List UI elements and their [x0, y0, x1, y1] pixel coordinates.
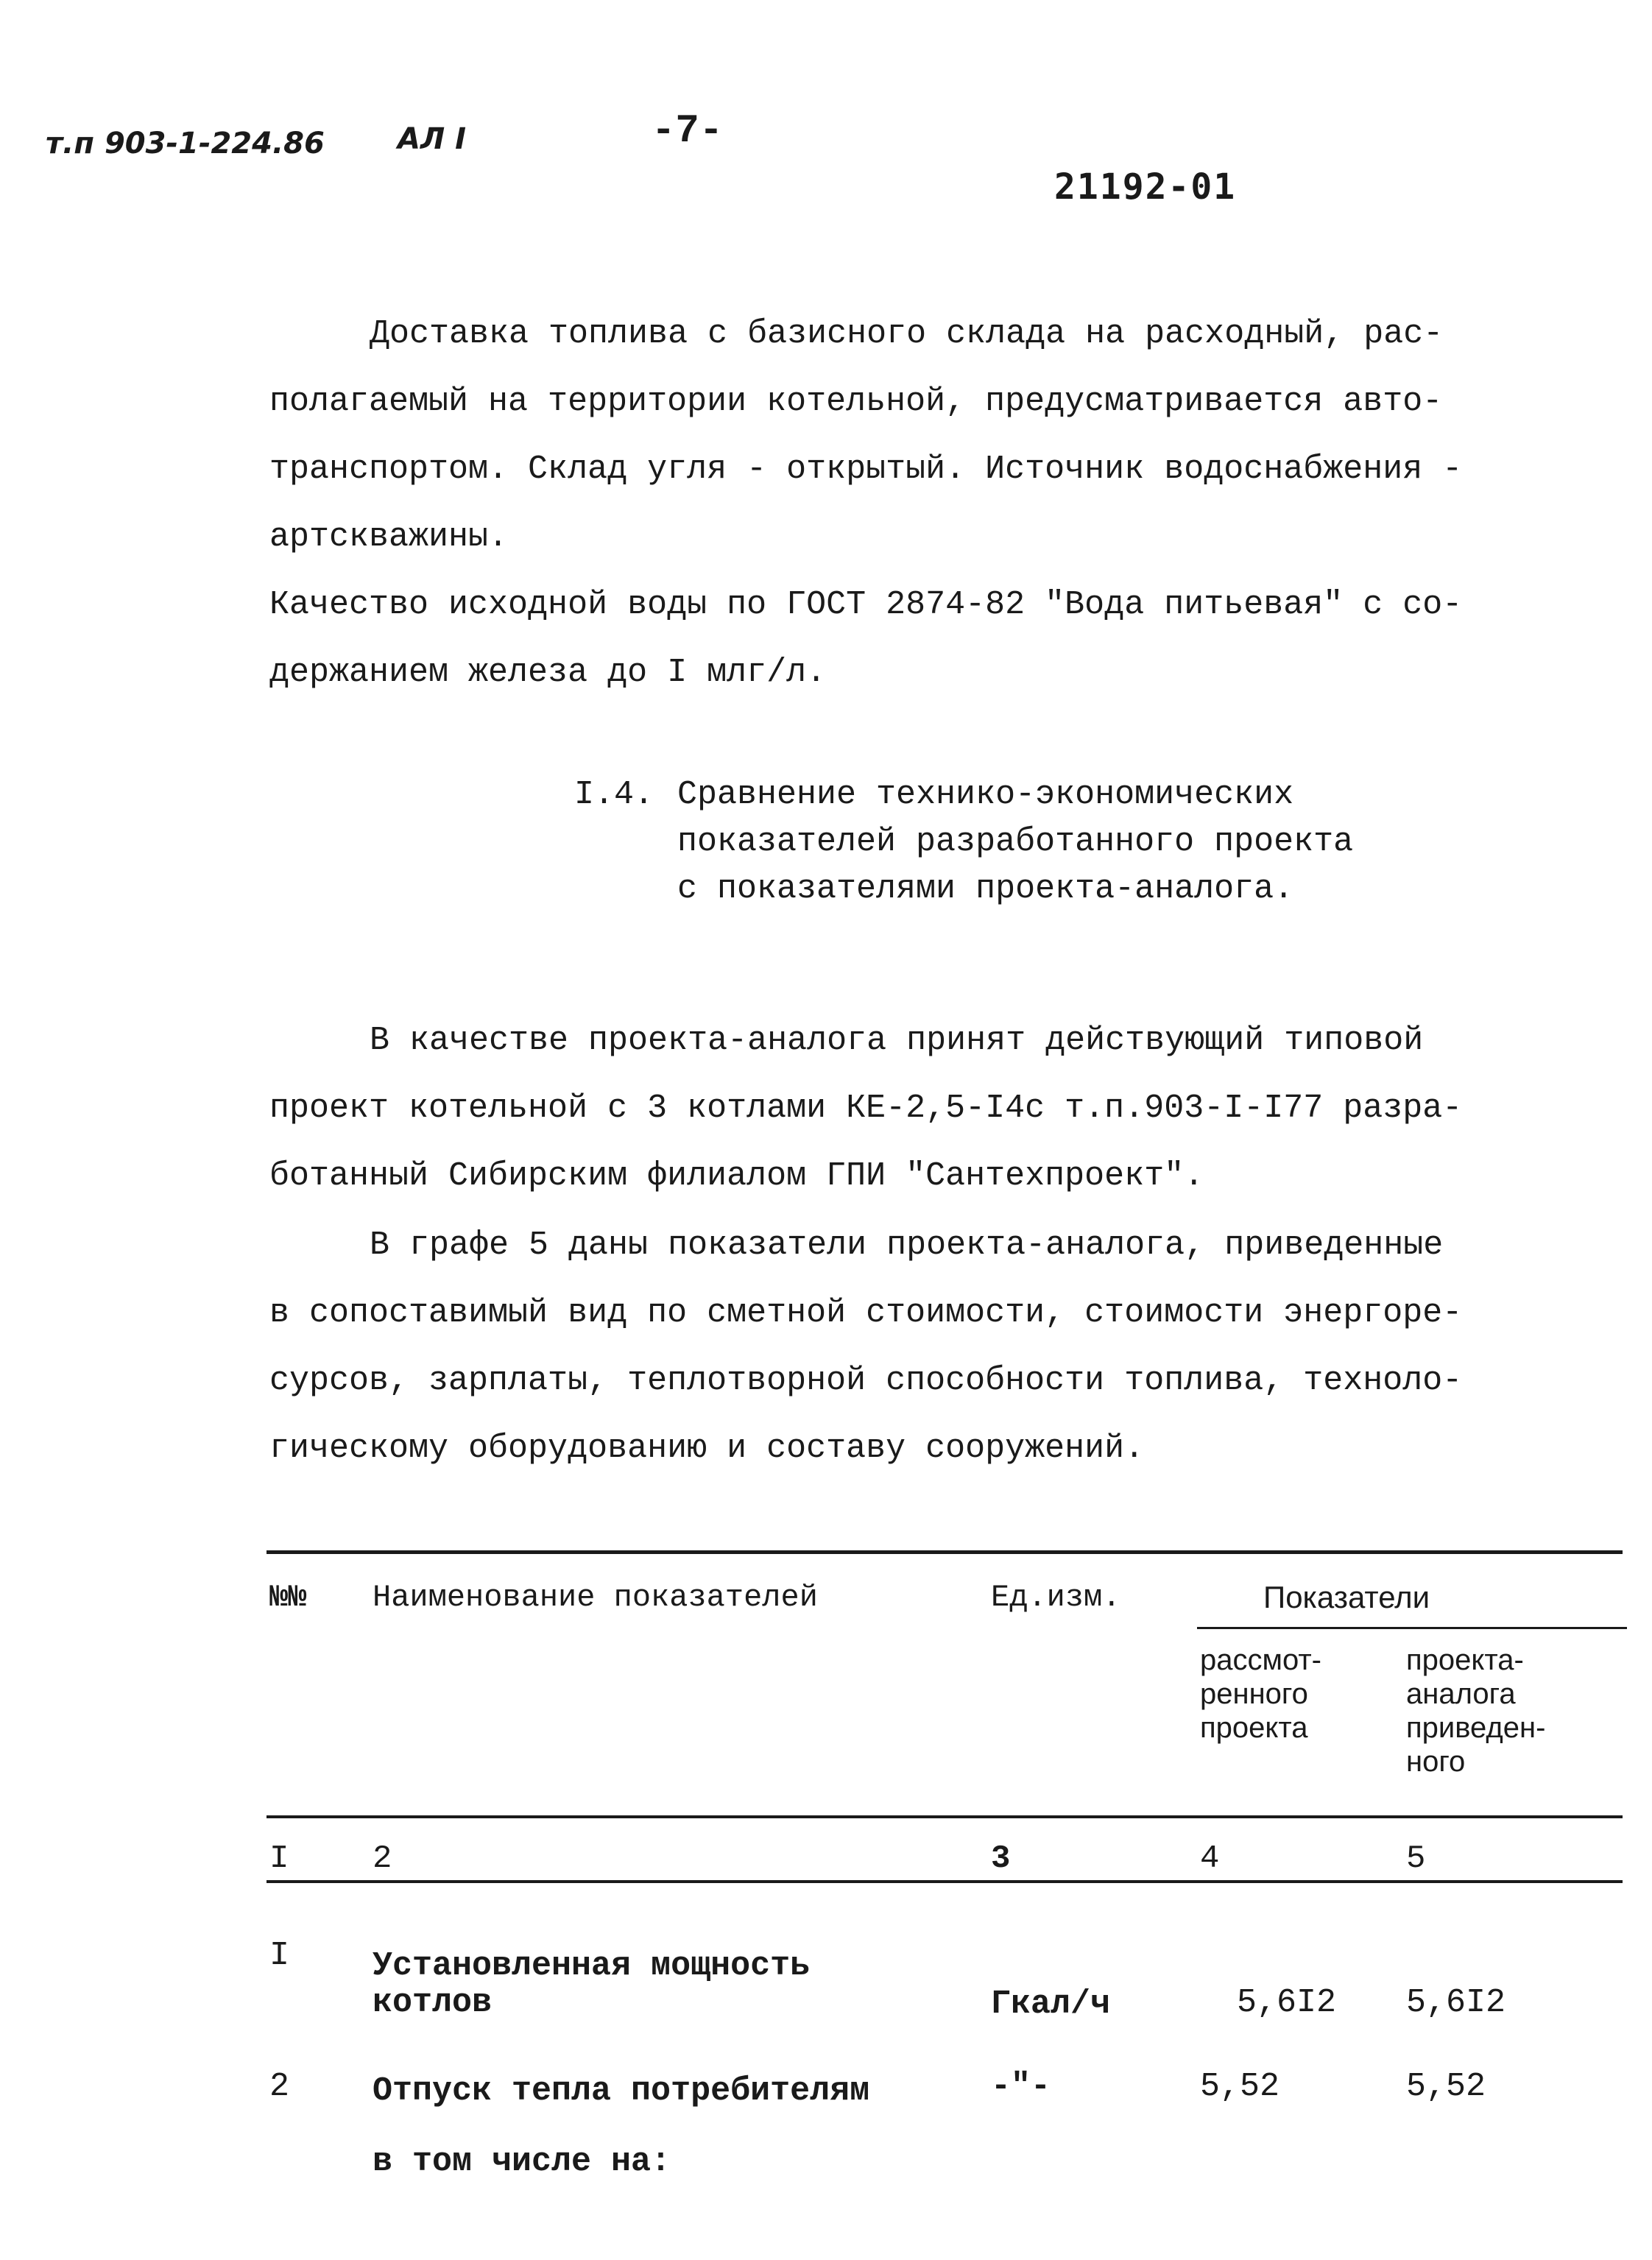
text-line: проект котельной с 3 котлами КЕ-2,5-I4с т.п.903-I-I77 разра- — [269, 1090, 1463, 1127]
text-line: Доставка топлива с базисного склада на расходный, рас- — [370, 315, 1444, 353]
sheet-mark: АЛ I — [398, 122, 466, 156]
document-code: т.п 903-1-224.86 — [46, 127, 325, 160]
row-2-continuation: в том числе на: — [373, 2143, 671, 2180]
column-number: 2 — [373, 1840, 392, 1877]
section-title-line: показателей разработанного проекта — [677, 823, 1354, 861]
header-number: №№ — [269, 1580, 307, 1615]
page-number: -7- — [652, 109, 724, 154]
row-1-col5: 5,6I2 — [1406, 1984, 1506, 2021]
header-name: Наименование показателей — [373, 1580, 818, 1615]
header-group-indicators: Показатели — [1263, 1580, 1430, 1614]
column-number: 4 — [1200, 1840, 1220, 1877]
row-2-unit: -"- — [991, 2068, 1051, 2105]
row-2-col4: 5,52 — [1200, 2068, 1280, 2105]
text-line: ботанный Сибирским филиалом ГПИ "Сантехпроект". — [269, 1157, 1204, 1195]
paragraph-analog-project — [269, 1007, 1492, 1210]
row-1-name: Установленная мощность котлов — [373, 1947, 811, 2021]
section-title-line: с показателями проекта-аналога. — [677, 870, 1294, 908]
section-number: I.4. — [574, 776, 654, 813]
header-col4: рассмот- ренного проекта — [1200, 1644, 1321, 1744]
text-line: В графе 5 даны показатели проекта-аналога, приведенные — [370, 1226, 1444, 1264]
text-line: В качестве проекта-аналога принят действующий типовой — [370, 1022, 1424, 1059]
section-title-line: Сравнение технико-экономических — [677, 776, 1294, 813]
text-line: Качество исходной воды по ГОСТ 2874-82 "Вода питьевая" с со- — [269, 586, 1463, 624]
column-number: 5 — [1406, 1840, 1426, 1877]
archive-number: 21192-01 — [1054, 166, 1237, 208]
row-2-number: 2 — [269, 2068, 290, 2105]
text-line: полагаемый на территории котельной, предусматривается авто- — [269, 383, 1443, 420]
row-2-col5: 5,52 — [1406, 2068, 1486, 2105]
row-1-col4: 5,6I2 — [1237, 1984, 1337, 2021]
table-top-rule — [266, 1550, 1623, 1554]
header-bottom-rule — [266, 1815, 1623, 1818]
section-title — [677, 771, 1353, 913]
text-line: держанием железа до I млг/л. — [269, 654, 827, 691]
text-line: гическому оборудованию и составу сооружений. — [269, 1430, 1145, 1467]
row-2-name: Отпуск тепла потребителям — [373, 2072, 870, 2110]
row-1-number: I — [269, 1937, 290, 1974]
header-group-rule — [1197, 1627, 1627, 1629]
text-line: артскважины. — [269, 518, 509, 556]
header-col5: проекта- аналога приведен- ного — [1406, 1644, 1546, 1778]
text-line: транспортом. Склад угля - открытый. Источник водоснабжения - — [269, 451, 1463, 488]
paragraph-column-five — [269, 1212, 1492, 1483]
row-1-unit: Гкал/ч — [991, 1985, 1111, 2023]
column-number: I — [269, 1840, 289, 1877]
text-line: в сопоставимый вид по сметной стоимости, стоимости энергоре- — [269, 1294, 1463, 1332]
paragraph-fuel-delivery — [269, 300, 1492, 571]
paragraph-water-quality — [269, 571, 1492, 707]
text-line: сурсов, зарплаты, теплотворной способности топлива, техноло- — [269, 1362, 1463, 1399]
column-number-rule — [266, 1880, 1623, 1883]
header-unit: Ед.изм. — [991, 1580, 1121, 1615]
column-number: 3 — [991, 1840, 1011, 1877]
